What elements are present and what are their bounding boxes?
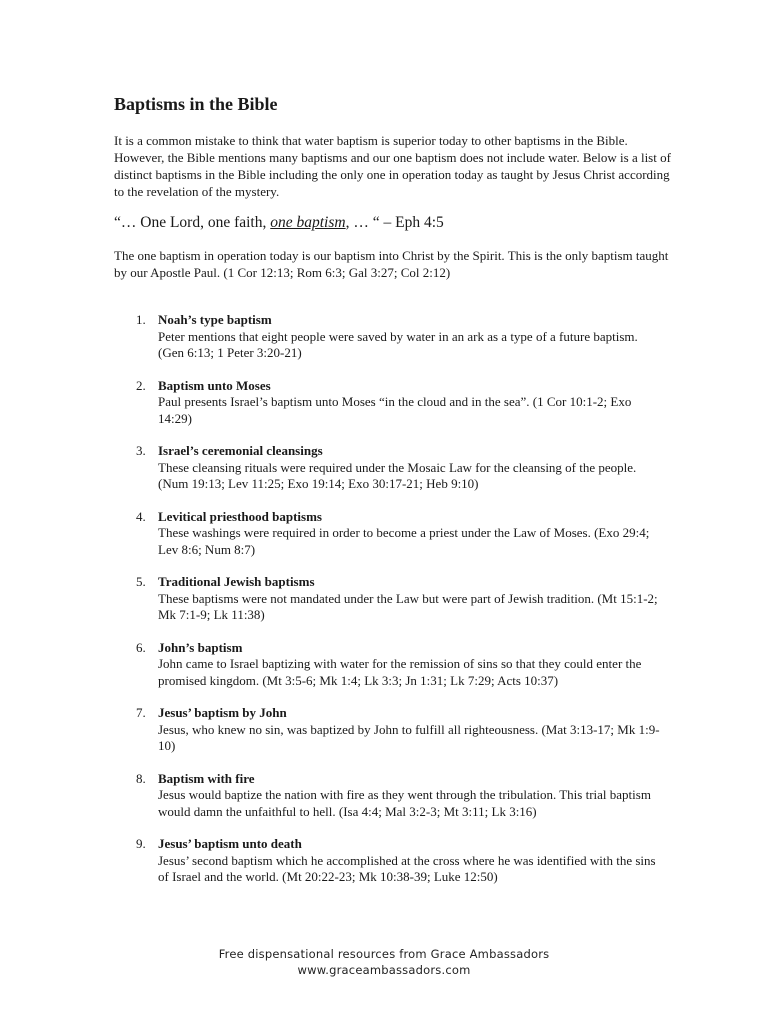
item-title: John’s baptism <box>158 639 243 655</box>
baptism-list <box>122 312 662 902</box>
item-title: Baptism unto Moses <box>158 377 271 393</box>
item-body: Jesus, who knew no sin, was baptized by John to fulfill all righteousness. (Mat 3:13-17; Mk 1:9-10) <box>158 721 660 753</box>
list-item <box>122 705 662 755</box>
page-title: Baptisms in the Bible <box>114 94 278 114</box>
list-item <box>122 640 662 690</box>
item-number: 4. <box>136 508 146 524</box>
verse-underlined: one baptism <box>270 214 346 231</box>
page-footer <box>0 946 768 978</box>
item-number: 5. <box>136 574 146 589</box>
footer-credit: Free dispensational resources from Grace Ambassadors <box>218 947 550 961</box>
item-number: 1. <box>136 312 146 327</box>
item-title: Baptism with fire <box>158 770 255 786</box>
item-body: These washings were required in order to become a priest under the Law of Moses. (Exo 29:4; Lev 8:6; Num 8:7) <box>158 525 650 557</box>
list-item <box>122 443 662 493</box>
footer-url: www.graceambassadors.com <box>297 963 471 977</box>
item-number: 3. <box>136 443 146 458</box>
list-item <box>122 509 662 559</box>
list-item <box>122 378 662 428</box>
item-number: 7. <box>136 705 146 720</box>
verse-after: , … “ – Eph 4:5 <box>345 214 444 231</box>
verse-before: “… One Lord, one faith, <box>114 214 271 231</box>
item-title: Jesus’ baptism unto death <box>158 836 302 851</box>
item-title: Israel’s ceremonial cleansings <box>158 443 323 458</box>
item-number: 9. <box>136 836 146 851</box>
intro-paragraph: It is a common mistake to think that water baptism is superior today to other baptisms in the Bible. However, the Bible mentions many baptisms and our one baptism does not include water. Below is a list of distinct baptisms in the Bible including the only one in operation today as taught by Jesus Christ according to the revelation of the mystery. <box>114 133 671 199</box>
item-body: These baptisms were not mandated under the Law but were part of Jewish tradition. (Mt 15:1-2; Mk 7:1-9; Lk 11:38) <box>158 590 658 622</box>
item-number: 8. <box>136 770 146 786</box>
item-title: Levitical priesthood baptisms <box>158 508 322 524</box>
item-body: These cleansing rituals were required under the Mosaic Law for the cleansing of the people. (Num 19:13; Lev 11:25; Exo 19:14; Exo 30:17-21; Heb 9:10) <box>158 459 637 491</box>
list-item <box>122 574 662 624</box>
list-item <box>122 312 662 362</box>
list-item <box>122 771 662 821</box>
item-number: 6. <box>136 639 146 655</box>
list-item <box>122 836 662 886</box>
item-body: Jesus’ second baptism which he accomplished at the cross where he was identified with the sins of Israel and the world. (Mt 20:22-23; Mk 10:38-39; Luke 12:50) <box>158 852 656 884</box>
item-title: Traditional Jewish baptisms <box>158 574 315 589</box>
item-body: Peter mentions that eight people were saved by water in an ark as a type of a future baptism. (Gen 6:13; 1 Peter 3:20-21) <box>158 328 638 360</box>
one-baptism-paragraph: The one baptism in operation today is our baptism into Christ by the Spirit. This is the only baptism taught by our Apostle Paul. (1 Cor 12:13; Rom 6:3; Gal 3:27; Col 2:12) <box>114 248 669 280</box>
verse-quote <box>114 213 674 233</box>
item-body: Paul presents Israel’s baptism unto Moses “in the cloud and in the sea”. (1 Cor 10:1-2; Exo 14:29) <box>158 394 632 426</box>
item-body: John came to Israel baptizing with water for the remission of sins so that they could enter the promised kingdom. (Mt 3:5-6; Mk 1:4; Lk 3:3; Jn 1:31; Lk 7:29; Acts 10:37) <box>158 656 642 688</box>
item-body: Jesus would baptize the nation with fire as they went through the tribulation. This trial baptism would damn the unfaithful to hell. (Isa 4:4; Mal 3:2-3; Mt 3:11; Lk 3:16) <box>158 787 651 819</box>
item-number: 2. <box>136 377 146 393</box>
item-title: Jesus’ baptism by John <box>158 705 287 720</box>
item-title: Noah’s type baptism <box>158 312 272 327</box>
